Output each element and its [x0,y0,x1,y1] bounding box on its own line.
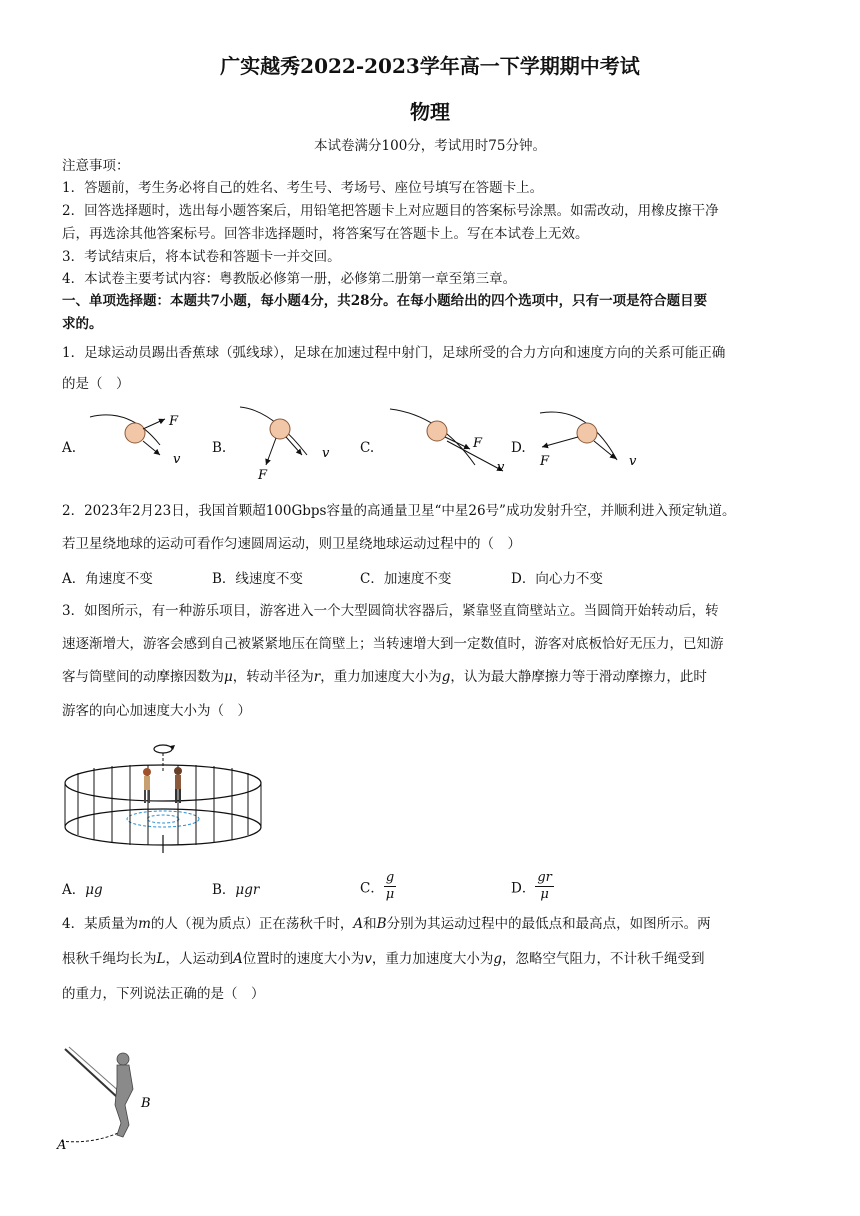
q3-rotor-figure [60,735,280,855]
q4-label-A: A [57,1138,67,1153]
q2-option-d: D．向心力不变 [511,571,603,587]
q1-option-b-label: B. [212,440,227,456]
q3-stem-3 [62,666,802,688]
svg-text:v: v [629,454,637,469]
q2-option-a: A．角速度不变 [62,571,153,587]
notes-heading: 注意事项： [62,158,130,174]
q4-text-1a: 4．某质量为 [62,916,139,932]
q3-option-d-fraction [535,870,554,903]
svg-text:F: F [540,454,550,469]
q4-v: v [364,951,372,967]
q4-text-2c: 位置时的速度大小为 [242,951,365,967]
q3-option-c-label: C． [360,880,384,897]
q3-option-d [511,870,554,903]
q4-text-2e: ，忽略空气阻力，不计秋千绳受到 [502,951,705,967]
q3-text-a: 客与筒壁间的动摩擦因数为 [62,669,224,685]
q3-option-c-den: μ [385,887,395,902]
q3-stem-4: 游客的向心加速度大小为（ ） [62,703,251,719]
q4-text-2b: ，人运动到 [165,951,233,967]
q4-stem-3: 的重力，下列说法正确的是（ ） [62,986,265,1002]
q3-option-c [360,870,396,903]
q1-figure-b [232,405,342,485]
q4-text-1b: 的人（视为质点）正在荡秋千时， [150,916,354,932]
q2-option-c: C．加速度不变 [360,571,452,587]
q3-option-a [62,878,103,898]
q4-B: B [376,916,387,932]
exam-info: 本试卷满分100分，考试用时75分钟。 [314,138,546,154]
q3-g: g [441,669,451,685]
svg-text:F: F [473,436,483,451]
q3-stem: 3．如图所示，有一种游乐项目，游客进入一个大型圆筒状容器后，紧靠竖直筒壁站立。当圆筒开始转动后，转 [62,603,719,619]
q2-stem-cont: 若卫星绕地球的运动可看作匀速圆周运动，则卫星绕地球运动过程中的（ ） [62,536,521,552]
q3-option-d-den: μ [540,887,549,902]
q3-option-b [212,878,259,898]
q1-option-d-label: D. [511,440,526,456]
q1-figure-c [385,405,515,480]
q3-option-d-label: D． [511,880,536,897]
q4-A2: A [232,951,243,967]
svg-text:v: v [497,460,505,475]
svg-text:v: v [322,446,330,461]
q3-option-a-label: A． [62,882,86,898]
section-heading-cont: 求的。 [62,316,103,332]
q3-option-b-label: B． [212,882,236,898]
q4-stem [62,913,802,935]
q3-mu: μ [224,669,233,685]
exam-title: 广实越秀2022-2023学年高一下学期期中考试 [220,54,640,78]
q3-option-c-num: g [385,870,395,885]
note-item-2-cont: 后，再选涂其他答案标号。回答非选择题时，将答案写在答题卡上。写在本试卷上无效。 [62,226,589,242]
q1-option-c-label: C. [360,440,375,456]
q3-option-a-expr: μg [85,882,103,898]
q4-swing-figure [55,1045,175,1155]
q4-stem-2 [62,948,802,970]
note-item-3: 3．考试结束后，将本试卷和答题卡一并交回。 [62,249,341,265]
q3-text-d: ，认为最大静摩擦力等于滑动摩擦力，此时 [450,669,707,685]
q4-label-B: B [141,1096,151,1111]
q4-text-2d: ，重力加速度大小为 [371,951,494,967]
q3-stem-2: 速逐渐增大，游客会感到自己被紧紧地压在筒壁上；当转速增大到一定数值时，游客对底板恰好无压力，已知游 [62,636,724,652]
q4-text-2a: 根秋千绳均长为 [62,951,157,967]
q3-r: r [313,669,321,685]
svg-text:v: v [173,452,181,467]
q1-option-a-label: A. [62,440,77,456]
q1-stem: 1．足球运动员踢出香蕉球（弧线球），足球在加速过程中射门，足球所受的合力方向和速度方向的关系可能正确 [62,345,726,361]
section-heading: 一、单项选择题：本题共7小题，每小题4分，共28分。在每小题给出的四个选项中，只有一项是符合题目要 [62,293,708,309]
svg-text:F: F [258,468,268,483]
q3-text-b: ，转动半径为 [232,669,314,685]
q3-option-b-expr: μgr [235,882,260,898]
q4-text-1c: 和 [363,916,377,932]
q4-m: m [138,916,151,932]
q1-figure-a [85,405,195,475]
note-item-4: 4．本试卷主要考试内容：粤教版必修第一册，必修第二册第一章至第三章。 [62,271,517,287]
q1-stem-cont: 的是（ ） [62,376,130,392]
q2-option-b: B．线速度不变 [212,571,303,587]
q3-option-d-num: gr [537,870,552,885]
q3-option-c-fraction [384,870,396,903]
note-item-2: 2．回答选择题时，选出每小题答案后，用铅笔把答题卡上对应题目的答案标号涂黑。如需改动，用橡皮擦干净 [62,203,719,219]
q4-A: A [353,916,364,932]
svg-text:F: F [169,414,179,429]
q2-stem: 2．2023年2月23日，我国首颗超100Gbps容量的高通量卫星“中星26号”成功发射升空，并顺利进入预定轨道。 [62,503,736,519]
q1-figure-d [532,405,652,475]
subject-title: 物理 [410,100,450,124]
q3-text-c: ，重力加速度大小为 [320,669,442,685]
note-item-1: 1．答题前，考生务必将自己的姓名、考生号、考场号、座位号填写在答题卡上。 [62,180,544,196]
q4-g: g [493,951,503,967]
q4-text-1d: 分别为其运动过程中的最低点和最高点，如图所示。两 [386,916,711,932]
q4-L: L [156,951,166,967]
